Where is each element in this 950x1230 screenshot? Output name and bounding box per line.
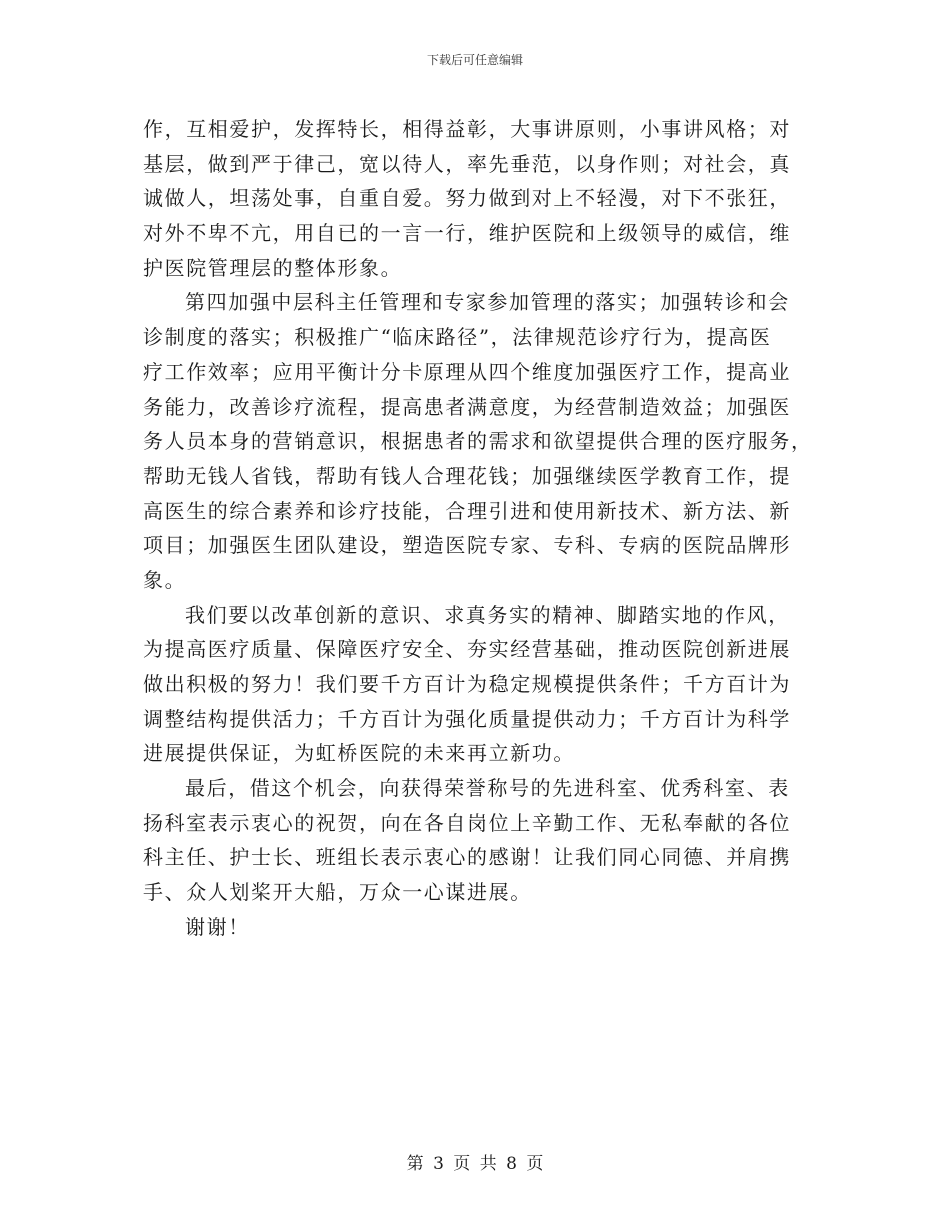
page-header: 下载后可任意编辑 (426, 53, 523, 67)
text-line: 进展提供保证，为虹桥医院的未来再立新功。 (143, 741, 575, 766)
paragraph-start-line: 我们要以改革创新的意识、求真务实的精神、脚踏实地的作风， (185, 602, 790, 627)
paragraph-start-line: 第四加强中层科主任管理和专家参加管理的落实；加强转诊和会 (185, 290, 790, 315)
text-line: 务能力，改善诊疗流程，提高患者满意度，为经营制造效益；加强医 (143, 394, 791, 419)
paragraph-start-line: 最后，借这个机会，向获得荣誉称号的先进科室、优秀科室、表 (185, 776, 790, 801)
text-line: 对外不卑不亢，用自已的一言一行，维护医院和上级领导的威信，维 (143, 221, 791, 246)
text-line: 诊制度的落实；积极推广“临床路径”，法律规范诊疗行为，提高医 (143, 325, 772, 350)
text-line: 项目；加强医生团队建设，塑造医院专家、专科、专病的医院品牌形 (143, 533, 791, 558)
text-line: 调整结构提供活力；千方百计为强化质量提供动力；千方百计为科学 (143, 706, 791, 731)
text-line: 科主任、护士长、班组长表示衷心的感谢！让我们同心同德、并肩携 (143, 845, 791, 870)
text-line: 护医院管理层的整体形象。 (143, 255, 403, 280)
text-line: 做出积极的努力！我们要千方百计为稳定规模提供条件；千方百计为 (143, 672, 791, 696)
text-line: 帮助无钱人省钱，帮助有钱人合理花钱；加强继续医学教育工作，提 (143, 463, 791, 488)
text-line: 基层，做到严于律己，宽以待人，率先垂范，以身作则；对社会，真 (143, 151, 791, 176)
text-line: 务人员本身的营销意识，根据患者的需求和欲望提供合理的医疗服务， (143, 429, 813, 454)
paragraph-start-line: 谢谢！ (185, 914, 250, 939)
document-body (143, 112, 813, 945)
text-line: 作，互相爱护，发挥特长，相得益彰，大事讲原则，小事讲风格；对 (143, 117, 791, 141)
text-line: 手、众人划桨开大船，万众一心谋进展。 (143, 880, 532, 905)
text-line: 诚做人，坦荡处事，自重自爱。努力做到对上不轻漫，对下不张狂， (143, 186, 791, 211)
text-line: 象。 (143, 567, 187, 592)
text-line: 扬科室表示衷心的祝贺，向在各自岗位上辛勤工作、无私奉献的各位 (143, 810, 791, 835)
text-line: 为提高医疗质量、保障医疗安全、夯实经营基础，推动医院创新进展 (143, 637, 791, 662)
text-line: 高医生的综合素养和诊疗技能，合理引进和使用新技术、新方法、新 (143, 498, 791, 523)
text-line: 疗工作效率；应用平衡计分卡原理从四个维度加强医疗工作，提高业 (143, 359, 791, 384)
page-number-footer: 第 3 页 共 8 页 (406, 1154, 544, 1174)
